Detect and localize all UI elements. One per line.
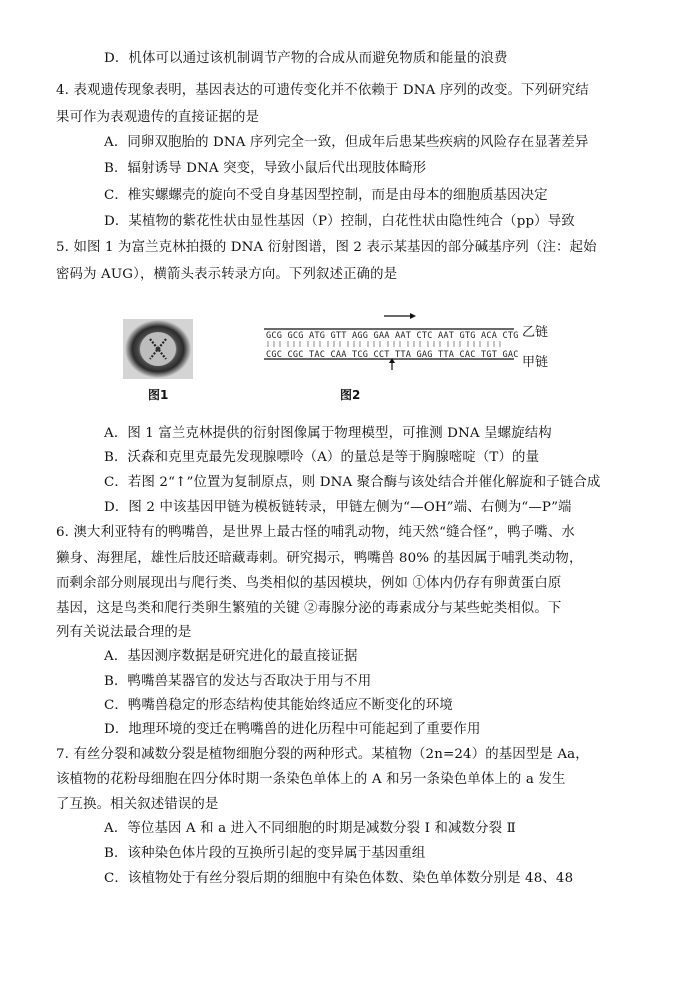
question-7-stem: 7. 有丝分裂和减数分裂是植物细胞分裂的两种形式。某植物（2n=24）的基因型是 Aa， [56,747,589,762]
question-5-option-c: C．若图 2“↑”位置为复制原点，则 DNA 聚合酶与该处结合并催化解旋和子链合成 [104,475,601,490]
question-7-stem-continued-1: 该植物的花粉母细胞在四分体时期一条染色单体上的 A 和另一条染色单体上的 a 发生 [56,772,566,787]
question-7-option-a: A．等位基因 A 和 a 进入不同细胞的时期是减数分裂 Ⅰ 和减数分裂 Ⅱ [104,821,516,836]
chain-yi-label: 乙链 [522,325,549,340]
question-4-stem-continued: 果可作为表观遗传的直接证据的是 [56,110,260,125]
question-6-stem-continued-2: 而剩余部分则展现出与爬行类、鸟类相似的基因模块，例如 ①体内仍存有卵黄蛋白原 [56,576,562,591]
figure-1-caption: 图1 [148,388,169,402]
dna-diffraction-image [123,319,193,379]
question-5-stem: 5. 如图 1 为富兰克林拍摄的 DNA 衍射图谱，图 2 表示某基因的部分碱基序列（注：起始 [56,240,597,255]
question-7-stem-continued-2: 了互换。相关叙述错误的是 [56,797,219,812]
question-5-stem-continued: 密码为 AUG），横箭头表示转录方向。下列叙述正确的是 [56,267,398,282]
chain-jia-label: 甲链 [522,355,549,370]
question-6-option-a: A．基因测序数据是研究进化的最直接证据 [104,649,358,664]
question-6-stem-continued-1: 獭身、海狸尾，雄性后肢还暗藏毒刺。研究揭示，鸭嘴兽 80% 的基因属于哺乳类动物， [56,551,583,566]
question-6-option-b: B．鸭嘴兽某器官的发达与否取决于用与不用 [104,674,372,689]
question-7-option-c: C．该植物处于有丝分裂后期的细胞中有染色体数、染色单体数分别是 48、48 [104,871,574,886]
figure-2-caption: 图2 [340,388,361,402]
question-4-option-a: A．同卵双胞胎的 DNA 序列完全一致，但成年后患某些疾病的风险存在显著差异 [104,135,589,150]
dna-figure-area [0,300,695,420]
question-4-option-c: C．椎实螺螺壳的旋向不受自身基因型控制，而是由母本的细胞质基因决定 [104,188,548,203]
question-4-option-d: D．某植物的紫花性状由显性基因（P）控制，白花性状由隐性纯合（pp）导致 [104,214,575,229]
question-7-option-b: B．该种染色体片段的互换所引起的变异属于基因重组 [104,846,426,861]
question-5-option-d: D．图 2 中该基因甲链为模板链转录，甲链左侧为“—OH”端、右侧为“—P”端 [104,500,572,515]
top-strand-sequence: GCG GCG ATG GTT AGG GAA AAT CTC AAT GTG ACA CTG [266,331,519,341]
question-6-stem-continued-4: 列有关说法最合理的是 [56,625,192,640]
question-4-option-b: B．辐射诱导 DNA 突变，导致小鼠后代出现肢体畸形 [104,161,427,176]
question-5-option-b: B．沃森和克里克最先发现腺嘌呤（A）的量总是等于胸腺嘧啶（T）的量 [104,450,540,465]
question-4-stem: 4. 表观遗传现象表明，基因表达的可遗传变化并不依赖于 DNA 序列的改变。下列研究结 [56,83,589,98]
bottom-strand-sequence: CGC CGC TAC CAA TCG CCT TTA GAG TTA CAC TGT GAC [266,350,519,360]
question-6-stem-continued-3: 基因，这是鸟类和爬行类卵生繁殖的关键 ②毒腺分泌的毒素成分与某些蛇类相似。下 [56,601,562,616]
question-3-option-d: D．机体可以通过该机制调节产物的合成从而避免物质和能量的浪费 [104,51,508,66]
question-6-option-d: D．地理环境的变迁在鸭嘴兽的进化历程中可能起到了重要作用 [104,722,481,737]
question-6-stem: 6. 澳大利亚特有的鸭嘴兽，是世界上最古怪的哺乳动物，纯天然“缝合怪”，鸭子嘴、水 [56,525,575,540]
question-6-option-c: C．鸭嘴兽稳定的形态结构使其能始终适应不断变化的环境 [104,698,453,713]
question-5-option-a: A．图 1 富兰克林提供的衍射图像属于物理模型，可推测 DNA 呈螺旋结构 [104,426,552,441]
dna-sequence-diagram [262,312,532,372]
